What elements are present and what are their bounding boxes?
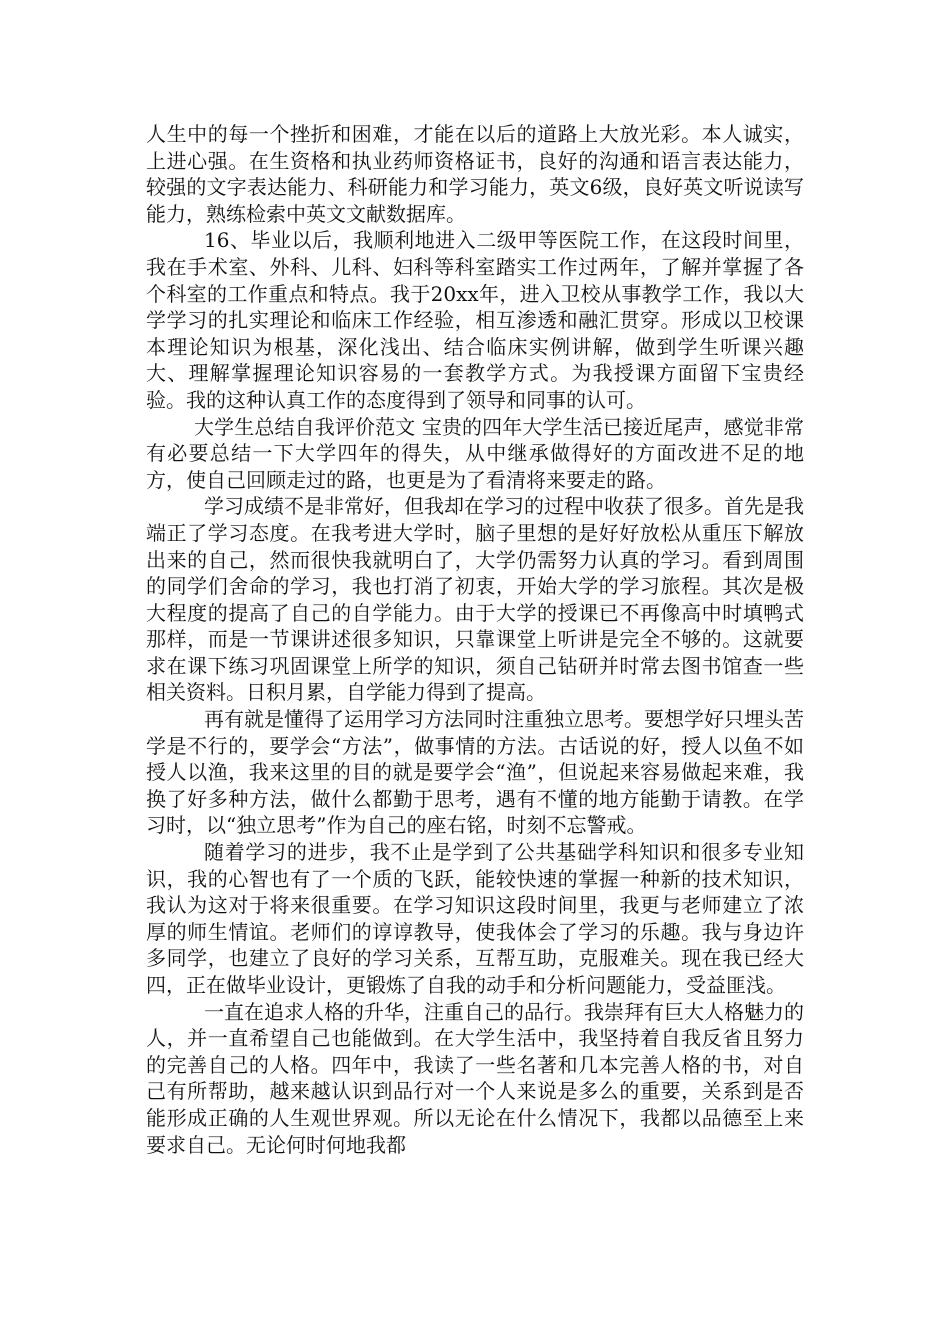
document-body [146,121,804,1158]
paragraph-study-attitude: 学习成绩不是非常好，但我却在学习的过程中收获了很多。首先是我端正了学习态度。在我考进大学时，脑子里想的是好好放松从重压下解放出来的自己，然而很快我就明白了，大学仍需努力认真的学习。看到周围的同学们舍命的学习，我也打消了初衷，开始大学的学习旅程。其次是极大程度的提高了自己的自学能力。由于大学的授课已不再像高中时填鸭式那样，而是一节课讲述很多知识，只靠课堂上听讲是完全不够的。这就要求在课下练习巩固课堂上所学的知识，须自己钻研并时常去图书馆查一些相关资料。日积月累，自学能力得到了提高。 [146,494,804,705]
paragraph-continuation: 人生中的每一个挫折和困难，才能在以后的道路上大放光彩。本人诚实，上进心强。在生资格和执业药师资格证书，良好的沟通和语言表达能力，较强的文字表达能力、科研能力和学习能力，英文6级，良好英文听说读写能力，熟练检索中英文文献数据库。 [146,122,804,226]
paragraph-progress: 随着学习的进步，我不止是学到了公共基础学科知识和很多专业知识，我的心智也有了一个质的飞跃，能较快速的掌握一种新的技术知识，我认为这对于将来很重要。在学习知识这段时间里，我更与老师建立了浓厚的师生情谊。老师们的谆谆教导，使我体会了学习的乐趣。我与身边许多同学，也建立了良好的学习关系，互帮互助，克服难关。现在我已经大四，正在做毕业设计，更锻炼了自我的动手和分析问题能力，受益匪浅。 [146,840,804,997]
paragraph-study-method: 再有就是懂得了运用学习方法同时注重独立思考。要想学好只埋头苦学是不行的，要学会“方法”，做事情的方法。古话说的好，授人以鱼不如授人以渔，我来这里的目的就是要学会“渔”，但说起来容易做起来难，我换了好多种方法，做什么都勤于思考，遇有不懂的地方能勤于请教。在学习时，以“独立思考”作为自己的座右铭，时刻不忘警戒。 [146,707,804,838]
paragraph-essay-intro: 大学生总结自我评价范文 宝贵的四年大学生活已接近尾声，感觉非常有必要总结一下大学四年的得失，从中继承做得好的方面改进不足的地方，使自己回顾走过的路，也更是为了看清将来要走的路。 [146,414,804,492]
paragraph-work-experience: 16、毕业以后，我顺利地进入二级甲等医院工作，在这段时间里，我在手术室、外科、儿科、妇科等科室踏实工作过两年，了解并掌握了各个科室的工作重点和特点。我于20xx年，进入卫校从事教学工作，我以大学学习的扎实理论和临床工作经验，相互渗透和融汇贯穿。形成以卫校课本理论知识为根基，深化浅出、结合临床实例讲解，做到学生听课兴趣大、理解掌握理论知识容易的一套教学方式。为我授课方面留下宝贵经验。我的这种认真工作的态度得到了领导和同事的认可。 [146,228,804,412]
paragraph-character: 一直在追求人格的升华，注重自己的品行。我崇拜有巨大人格魅力的人，并一直希望自己也能做到。在大学生活中，我坚持着自我反省且努力的完善自己的人格。四年中，我读了一些名著和几本完善人格的书，对自己有所帮助，越来越认识到品行对一个人来说是多么的重要，关系到是否能形成正确的人生观世界观。所以无论在什么情况下，我都以品德至上来要求自己。无论何时何地我都 [146,999,804,1157]
